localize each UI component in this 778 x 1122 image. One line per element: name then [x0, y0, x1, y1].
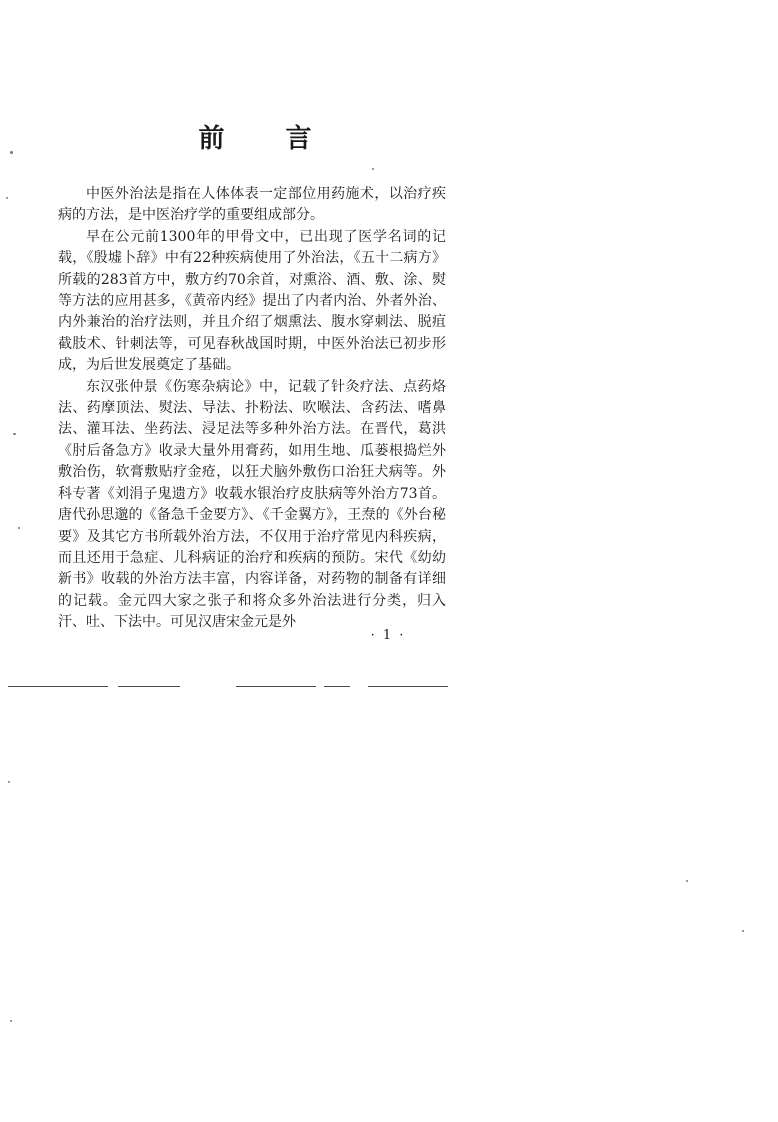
scan-speck [10, 1020, 12, 1022]
scan-speck [742, 930, 744, 932]
scan-speck [10, 151, 13, 154]
scan-rule-segment [324, 686, 350, 687]
scan-speck [18, 527, 20, 529]
scan-rule-segment [368, 686, 448, 687]
scan-speck [8, 781, 10, 783]
body-text [58, 184, 446, 634]
scan-speck [372, 168, 374, 170]
scan-rule-segment [236, 686, 316, 687]
page-title: 前 言 [198, 124, 338, 154]
page-number: · 1 · [370, 628, 406, 643]
paragraph: 东汉张仲景《伤寒杂病论》中，记载了针灸疗法、点药烙法、药摩顶法、熨法、导法、扑粉法、吹喉法、含药法、嗜鼻法、灌耳法、坐药法、浸足法等多种外治方法。在晋代，葛洪《肘后备急方》收录大量外用膏药，如用生地、瓜蒌根捣烂外敷治伤，软膏敷贴疗金疮，以狂犬脑外敷伤口治狂犬病等。外科专著《刘涓子鬼遗方》收载水银治疗皮肤病等外治方73首。唐代孙思邈的《备急千金要方》、《千金翼方》，王焘的《外台秘要》及其它方书所载外治方法，不仅用于治疗常见内科疾病，而且还用于急症、儿科病证的治疗和疾病的预防。宋代《幼幼新书》收载的外治方法丰富，内容详备，对药物的制备有详细的记载。金元四大家之张子和将众多外治法进行分类，归入汗、吐、下法中。可见汉唐宋金元是外 [58, 378, 446, 631]
scan-speck [6, 197, 8, 199]
scan-rule-segment [8, 686, 108, 687]
scan-rule-segment [118, 686, 180, 687]
scan-speck [13, 433, 16, 435]
paragraph: 中医外治法是指在人体体表一定部位用药施术，以治疗疾病的方法，是中医治疗学的重要组成部分。 [58, 186, 446, 224]
paragraph: 早在公元前1300年的甲骨文中，已出现了医学名词的记载，《殷墟卜辞》中有22种疾病使用了外治法，《五十二病方》所载的283首方中，敷方约70余首，对熏浴、酒、敷、涂、熨等方法的应用甚多，《黄帝内经》提出了内者内治、外者外治、内外兼治的治疗法则，并且介绍了烟熏法、腹水穿刺法、脱疽截肢术、针刺法等，可见春秋战国时期，中医外治法已初步形成，为后世发展奠定了基础。 [58, 228, 446, 374]
scan-speck [686, 880, 688, 882]
